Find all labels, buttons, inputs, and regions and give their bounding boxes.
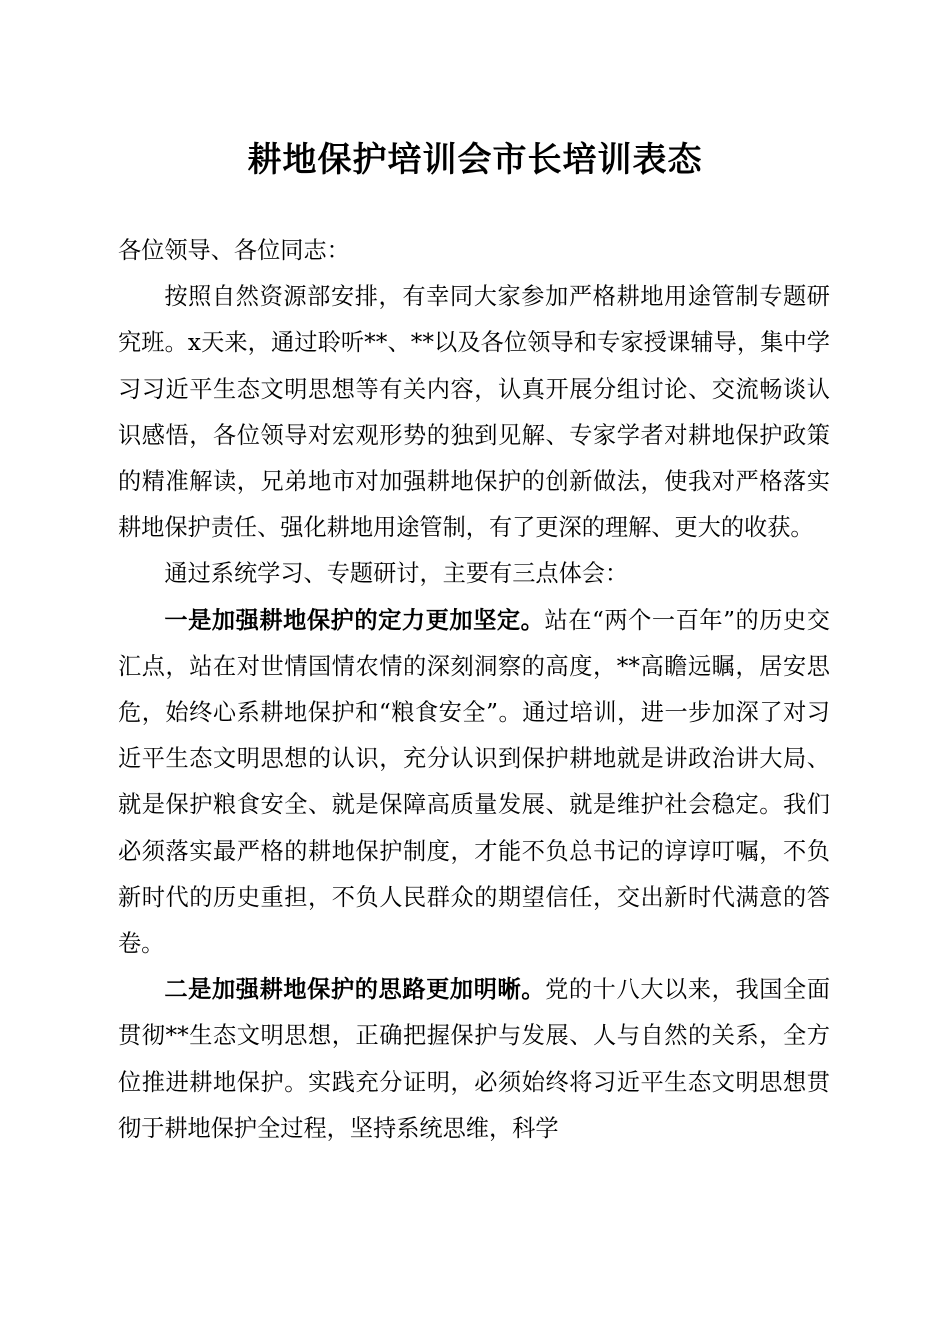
paragraph-summary xyxy=(118,551,830,597)
paragraph-point-one xyxy=(118,598,830,968)
paragraph-text: 党的十八大以来，我国全面贯彻**生态文明思想，正确把握保护与发展、人与自然的关系，全方位推进耕地保护。实践充分证明，必须始终将习近平生态文明思想贯彻于耕地保护全过程，坚持系统思维，科学 xyxy=(118,976,831,1142)
salutation: 各位领导、各位同志： xyxy=(118,237,350,264)
document-body xyxy=(118,228,830,1152)
paragraph-text: 通过系统学习、专题研讨，主要有三点体会： xyxy=(164,560,629,588)
paragraph-point-two xyxy=(118,967,830,1152)
paragraph-lead-heading: 二是加强耕地保护的思路更加明晰。 xyxy=(164,976,546,1004)
document-title: 耕地保护培训会市长培训表态 xyxy=(247,140,703,180)
paragraph-intro xyxy=(118,274,830,551)
paragraph-text: 站在“两个一百年”的历史交汇点，站在对世情国情农情的深刻洞察的高度，**高瞻远瞩，居安思危，始终心系耕地保护和“粮食安全”。通过培训，进一步加深了对习近平生态文明思想的认识，充分认识到保护耕地就是讲政治讲大局、就是保护粮食安全、就是保障高质量发展、就是维护社会稳定。我们必须落实最严格的耕地保护制度，才能不负总书记的谆谆叮嘱，不负新时代的历史重担，不负人民群众的期望信任，交出新时代满意的答卷。 xyxy=(118,606,830,958)
paragraph-text: 按照自然资源部安排，有幸同大家参加严格耕地用途管制专题研究班。x天来，通过聆听**、**以及各位领导和专家授课辅导，集中学习习近平生态文明思想等有关内容，认真开展分组讨论、交流畅谈认识感悟，各位领导对宏观形势的独到见解、专家学者对耕地保护政策的精准解读，兄弟地市对加强耕地保护的创新做法，使我对严格落实耕地保护责任、强化耕地用途管制，有了更深的理解、更大的收获。 xyxy=(118,283,830,542)
paragraph-lead-heading: 一是加强耕地保护的定力更加坚定。 xyxy=(164,606,545,634)
